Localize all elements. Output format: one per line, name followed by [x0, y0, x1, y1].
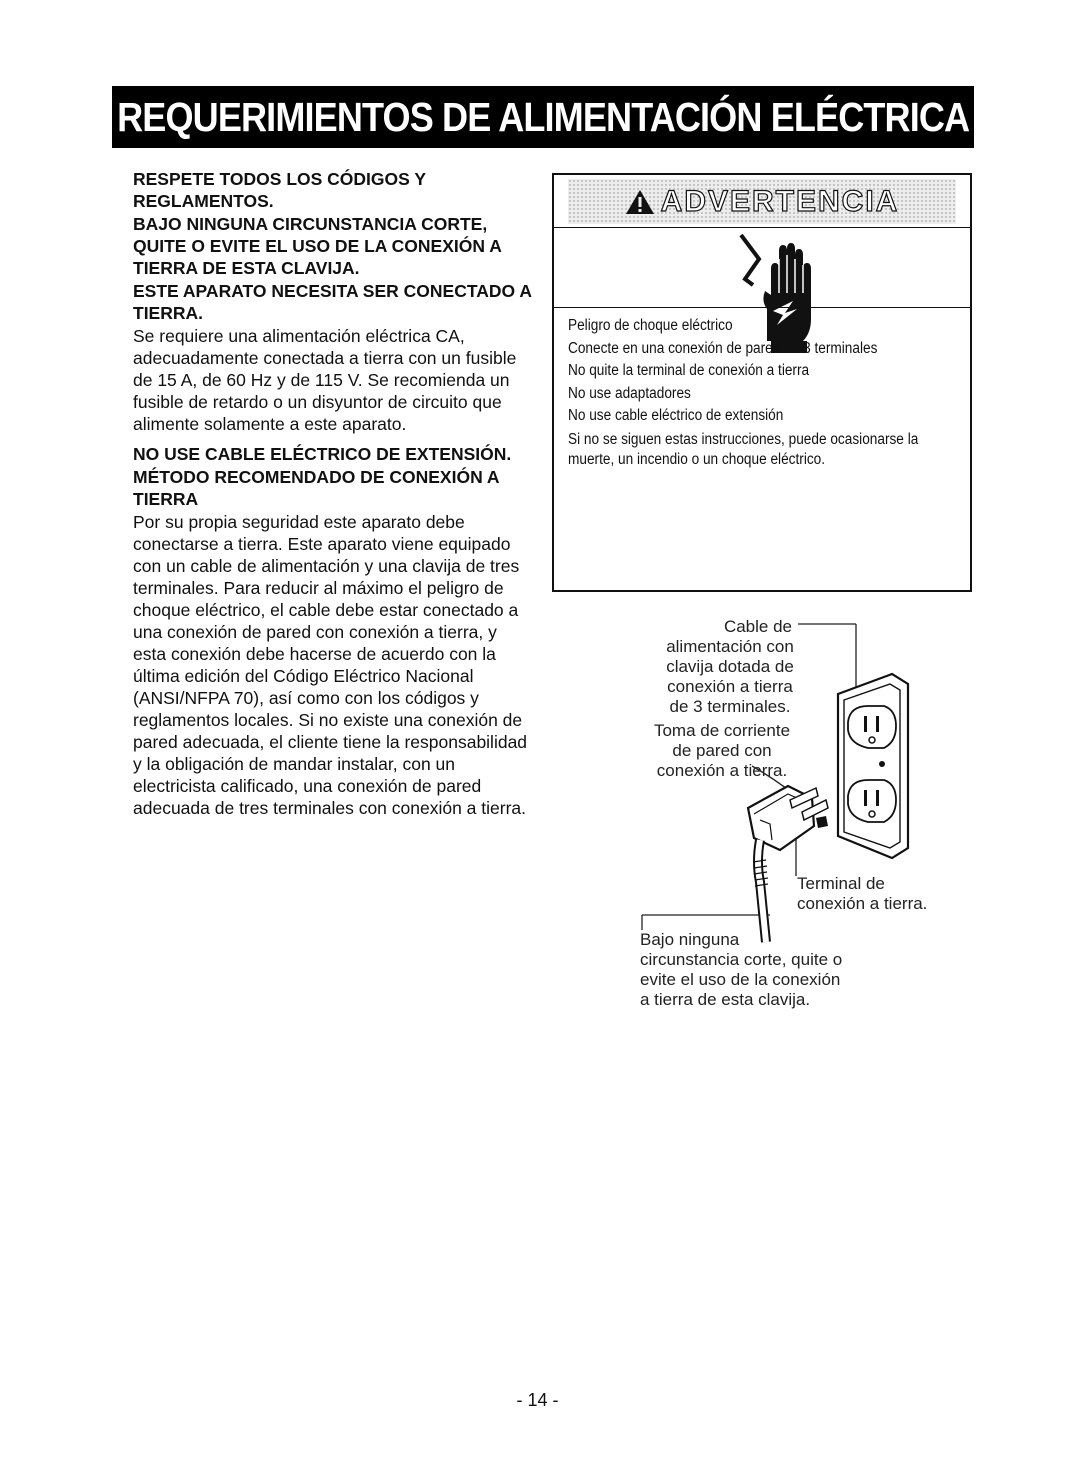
terminal-label [797, 874, 927, 914]
warning-final: Si no se siguen estas instrucciones, puede ocasionarse la muerte, un incendio o un choque eléctrico. [568, 430, 919, 468]
outlet-label [622, 721, 822, 781]
warning-box [552, 173, 972, 592]
caution-label-line: circunstancia corte, quite o [640, 950, 843, 969]
heading-no-remove-ground: BAJO NINGUNA CIRCUNSTANCIA CORTE, QUITE O EVITE EL USO DE LA CONEXIÓN A TIERRA DE ESTA CLAVIJA. [133, 214, 502, 278]
cable-label-line: alimentación con [666, 637, 794, 656]
page-number: - 14 - [516, 1390, 559, 1410]
outlet-label-line: Toma de corriente [653, 721, 791, 740]
title-banner [112, 86, 974, 148]
cable-label-rest [630, 637, 830, 717]
caution-label-line: a tierra de esta clavija. [640, 990, 811, 1009]
caution-label-line: evite el uso de la conexión [640, 970, 841, 989]
warning-line: No use cable eléctrico de extensión [568, 407, 784, 424]
paragraph-grounding: Por su propia seguridad este aparato debe conectarse a tierra. Este aparato viene equipado con un cable de alimentación y una clavija de tres terminales. Para reducir al máximo el peligro de choque eléctrico, el cable debe estar conectado a una conexión de pared con conexión a tierra, y esta conexión debe hacerse de acuerdo con la última edición del Código Eléctrico Nacional (ANSI/NFPA 70), así como con los códigos y reglamentos locales. Si no existe una conexión de pared adecuada, el cliente tiene la responsabilidad y la obligación de mandar instalar, con un electricista calificado, una conexión de pared adecuada de tres terminales con conexión a tierra. [133, 512, 528, 818]
warning-line: No use adaptadores [568, 384, 691, 402]
cable-label-line: clavija dotada de [666, 657, 794, 676]
warning-triangle-icon [625, 189, 655, 215]
terminal-label-line: conexión a tierra. [797, 894, 928, 913]
plug-outlet-figure [620, 612, 980, 1032]
caution-label [640, 930, 842, 1010]
paragraph-power-supply: Se requiere una alimentación eléctrica CA, adecuadamente conectada a tierra con un fusible de 15 A, de 60 Hz y de 115 V. Se recomienda un fusible de retardo o un disyuntor de circuito que alimente solamente a este aparato. [133, 326, 517, 434]
warning-line: No quite la terminal de conexión a tierra [568, 362, 810, 379]
page-title: REQUERIMIENTOS DE ALIMENTACIÓN ELÉCTRICA [116, 93, 970, 140]
cable-label [622, 617, 822, 637]
outlet-label-line: conexión a tierra. [656, 761, 788, 780]
outlet-label-line: de pared con [672, 741, 772, 760]
warning-title: ADVERTENCIA [660, 184, 900, 218]
heading-no-extension: NO USE CABLE ELÉCTRICO DE EXTENSIÓN. [133, 444, 512, 464]
divider-lower [554, 307, 970, 308]
warning-header [568, 179, 956, 224]
heading-grounding-method: MÉTODO RECOMENDADO DE CONEXIÓN A TIERRA [133, 467, 499, 509]
cable-label-line: conexión a tierra [667, 677, 793, 696]
left-column [133, 168, 533, 827]
warning-line: Peligro de choque eléctrico [568, 317, 733, 334]
divider [554, 227, 970, 228]
cable-label-line: Cable de [723, 617, 792, 636]
cable-label-line: de 3 terminales. [669, 697, 791, 716]
warning-line: Conecte en una conexión de pared de 3 terminales [568, 339, 878, 357]
terminal-label-line: Terminal de [797, 874, 885, 893]
heading-codes: RESPETE TODOS LOS CÓDIGOS Y REGLAMENTOS. [133, 169, 426, 211]
caution-label-line: Bajo ninguna [640, 930, 740, 949]
warning-text [568, 315, 968, 470]
heading-needs-ground: ESTE APARATO NECESITA SER CONECTADO A TIERRA. [133, 281, 532, 323]
